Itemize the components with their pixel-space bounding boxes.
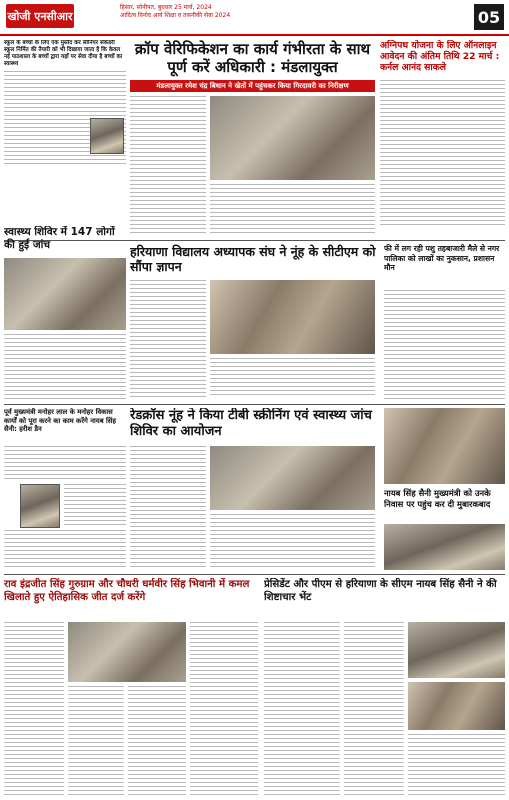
story-president-pm bbox=[264, 578, 505, 618]
story-headline: स्कूल के बच्चों के लिए एक मुस्तैद कर सीनियर सेकेंडरी स्कूल निर्मित की तैयारी को भी दिखाया जाता है कि केवल नई पाठशाला के बच्चों द्वारा यहाँ पर सेवा दीया है बच्चों का स्वास्थ्य bbox=[4, 40, 123, 67]
story-body bbox=[344, 622, 404, 796]
story-crop-verification bbox=[130, 40, 375, 92]
story-red-cross bbox=[130, 408, 380, 442]
story-body bbox=[130, 280, 206, 400]
news-photo bbox=[408, 622, 505, 678]
page-number: 05 bbox=[474, 4, 504, 30]
story-headline: स्वास्थ्य शिविर में 147 लोगों की हुई जांच bbox=[4, 226, 115, 251]
story-body bbox=[64, 484, 126, 528]
story-body bbox=[210, 358, 375, 398]
story-headline: अग्निपथ योजना के लिए ऑनलाइन आवेदन की अंतिम तिथि 22 मार्च : कर्नल आनंद साकले bbox=[380, 40, 500, 73]
masthead bbox=[0, 0, 509, 36]
story-teachers-union bbox=[130, 244, 380, 276]
story-headline: प्रेसिडेंट और पीएम से हरियाणा के सीएम नायब सिंह सैनी ने की शिष्टाचार भेंट bbox=[264, 579, 497, 603]
story-body bbox=[130, 446, 206, 570]
story-body bbox=[210, 514, 375, 570]
story-body bbox=[4, 334, 126, 400]
story-body bbox=[190, 622, 258, 796]
story-body bbox=[130, 96, 206, 236]
story-nayab-congrats bbox=[384, 488, 505, 520]
news-photo bbox=[210, 96, 375, 180]
portrait-photo bbox=[90, 118, 124, 154]
story-headline: फी में लग रही पशु तहबाजारी मैले से नगर पालिका को लाखों का नुकसान, प्रशासन मौन bbox=[384, 244, 500, 272]
news-photo bbox=[210, 446, 375, 510]
story-body bbox=[4, 530, 126, 570]
story-body bbox=[408, 734, 505, 796]
news-photo bbox=[210, 280, 375, 354]
news-photo bbox=[384, 408, 505, 484]
dateline bbox=[120, 4, 420, 20]
story-manohar-lal bbox=[4, 408, 126, 442]
story-headline: हरियाणा विद्यालय अध्यापक संघ ने नूंह के सीटीएम को सौंपा ज्ञापन bbox=[130, 244, 376, 274]
news-photo bbox=[408, 682, 505, 730]
story-fee bbox=[384, 244, 505, 286]
news-photo bbox=[68, 622, 186, 682]
story-rao-inderjit bbox=[4, 578, 259, 618]
portrait-photo bbox=[20, 484, 60, 528]
portrait-photo bbox=[384, 524, 505, 570]
story-body bbox=[128, 686, 186, 796]
divider bbox=[4, 574, 505, 575]
story-body bbox=[4, 622, 64, 796]
story-body bbox=[4, 446, 126, 480]
story-health-camp bbox=[4, 226, 126, 254]
story-headline: क्रॉप वेरिफिकेशन का कार्य गंभीरता के साथ पूर्ण करें अधिकारी : मंडलायुक्त bbox=[134, 40, 371, 76]
story-headline: रेडक्रॉस नूंह ने किया टीबी स्क्रीनिंग एवं स्वास्थ्य जांच शिविर का आयोजन bbox=[130, 408, 372, 439]
story-banner: मंडलायुक्त रमेश चंद्र बिधान ने खेतों में पहुंचकर किया गिरदावरी का निरीक्षण bbox=[130, 80, 375, 92]
story-body bbox=[380, 80, 505, 228]
dateline-text: हिसार, सोनीपत, बुधवार 25 मार्च, 2024 bbox=[120, 4, 212, 11]
story-body bbox=[68, 686, 124, 796]
subline-text: आदित्य विनोद आर्य शिक्षा व तकनीकी सेवा 2024 bbox=[120, 12, 231, 19]
story-school bbox=[4, 40, 126, 176]
story-body bbox=[264, 622, 340, 796]
story-agnipath bbox=[380, 40, 505, 240]
story-body bbox=[384, 290, 505, 400]
newspaper-logo: खोजी एनसीआर bbox=[6, 4, 74, 28]
divider bbox=[4, 404, 505, 405]
story-headline: नायब सिंह सैनी मुख्यमंत्री को उनके निवास पर पहुंच कर दी मुबारकबाद bbox=[384, 488, 491, 509]
news-photo bbox=[4, 258, 126, 330]
story-headline: पूर्व मुख्यमंत्री मनोहर लाल के मनोहर विकास कार्यों को पूरा करने का काम करेंगे नायब सिंह सैनी: हरीश डैन bbox=[4, 408, 116, 433]
story-headline: राव इंद्रजीत सिंह गुरुग्राम और चौधरी धर्मवीर सिंह भिवानी में कमल खिलाते हुए ऐतिहासिक जीत दर्ज करेंगे bbox=[4, 579, 250, 603]
story-body bbox=[210, 184, 375, 236]
